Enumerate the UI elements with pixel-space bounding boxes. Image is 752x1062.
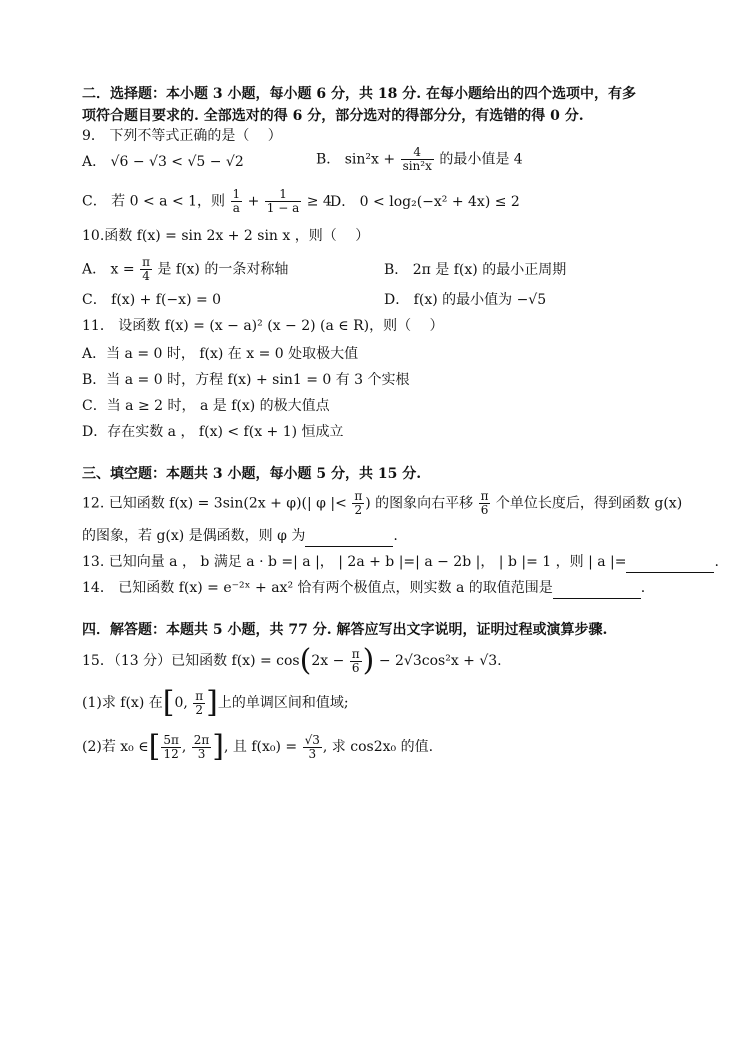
question-10-stem: 10.函数 f(x) = sin 2x + 2 sin x ，则（ ）: [82, 228, 370, 244]
question-12-period: .: [393, 528, 398, 544]
question-15-part-2-suffix: , 求 cos2x₀ 的值.: [322, 739, 434, 755]
question-10-option-a-suffix: 是 f(x) 的一条对称轴: [152, 261, 289, 278]
question-9-option-c-fraction-2: [265, 188, 301, 215]
question-15-inner-fraction: [350, 648, 362, 675]
question-9-option-b: [316, 146, 523, 173]
question-13-answer-blank[interactable]: [626, 552, 714, 573]
question-11-option-b: B．当 a = 0 时，方程 f(x) + sin1 = 0 有 3 个实根: [82, 372, 410, 388]
question-10-option-c: C． f(x) + f(−x) = 0: [82, 292, 222, 308]
question-15-part-1: [82, 685, 349, 720]
question-13-text: 13. 已知向量 a ， b 满足 a · b =| a |， | 2a + b |=| a − 2b |， | b |= 1 ，则 | a |=: [82, 554, 627, 570]
fraction-numerator: 5π: [163, 732, 179, 747]
question-15-part-2-mid: , 且 f(x₀) =: [224, 739, 302, 755]
fraction-denominator: 2: [354, 503, 363, 517]
fraction-numerator: π: [480, 489, 489, 503]
question-15-part-2-fraction-a: [161, 734, 181, 761]
fraction-numerator: π: [354, 489, 363, 503]
question-9-option-a: A． √6 − √3 < √5 − √2: [82, 154, 244, 170]
question-15-part-1-fraction: [193, 690, 205, 717]
fraction-numerator: 4: [401, 146, 434, 160]
question-14-text: 14． 已知函数 f(x) = e⁻²ˣ + ax² 恰有两个极值点，则实数 a 的取值范围是: [82, 580, 553, 596]
right-paren: ): [362, 643, 375, 678]
fraction-denominator: 12: [163, 746, 179, 761]
fraction-numerator: 2π: [193, 732, 210, 747]
question-9-option-b-prefix: B． sin²x +: [316, 151, 400, 168]
question-11-option-a: A．当 a = 0 时， f(x) 在 x = 0 处取极大值: [82, 346, 359, 362]
fraction-numerator: π: [351, 646, 360, 661]
question-9-option-b-fraction: [401, 146, 434, 173]
left-bracket: [: [162, 685, 175, 720]
question-10-option-b: B． 2π 是 f(x) 的最小正周期: [384, 262, 567, 278]
comma: ,: [181, 739, 191, 755]
fraction-denominator: 1 − a: [266, 201, 300, 215]
question-15-stem-prefix: 15．（13 分）已知函数 f(x) = cos: [82, 653, 300, 669]
left-bracket: [: [148, 729, 161, 764]
question-14-answer-blank[interactable]: [553, 578, 641, 599]
question-12-answer-blank[interactable]: [305, 526, 393, 547]
fraction-numerator: 1: [265, 188, 301, 202]
fraction-denominator: 3: [308, 746, 317, 761]
question-15-part-2-prefix: (2)若 x₀ ∈: [82, 739, 149, 755]
fraction-numerator: √3: [304, 732, 320, 747]
interval-left: 0,: [174, 695, 193, 711]
question-15-stem-suffix: − 2√3cos²x + √3.: [374, 653, 502, 669]
fraction-denominator: 4: [142, 269, 150, 283]
question-13-period: .: [714, 554, 719, 570]
question-9-option-d: D． 0 < log₂(−x² + 4x) ≤ 2: [330, 194, 520, 210]
question-9-option-c-suffix: ≥ 4: [302, 193, 332, 210]
question-11-stem: 11． 设函数 f(x) = (x − a)² (x − 2) (a ∈ R)，则（ ）: [82, 318, 444, 334]
question-12-line1-suffix: 个单位长度后，得到函数 g(x): [491, 495, 683, 512]
section-4-header: 四．解答题：本题共 5 小题，共 77 分. 解答应写出文字说明，证明过程或演算步骤.: [82, 622, 608, 638]
question-15-inner-prefix: 2x −: [311, 653, 349, 669]
question-15-part-2-fraction-b: [192, 734, 212, 761]
section-2-header-line1: 二．选择题：本小题 3 小题，每小题 6 分，共 18 分. 在每小题给出的四个选项中，有多: [82, 86, 636, 102]
question-15-stem: [82, 643, 502, 678]
section-3-header: 三、填空题：本题共 3 小题，每小题 5 分，共 15 分.: [82, 466, 422, 482]
question-15-part-2-fraction-c: [303, 734, 322, 761]
section-2-header-line2: 项符合题目要求的. 全部选对的得 6 分，部分选对的得部分分，有选错的得 0 分.: [82, 108, 584, 124]
question-13: [82, 552, 719, 573]
question-12-line1-prefix: 12. 已知函数 f(x) = 3sin(2x + φ)(| φ |<: [82, 495, 352, 512]
question-9-option-b-suffix: 的最小值是 4: [434, 151, 523, 168]
question-12-line1-mid: ) 的图象向右平移: [365, 495, 478, 512]
question-14-period: .: [640, 580, 646, 596]
left-paren: (: [299, 643, 312, 678]
question-15-part-2: [82, 729, 434, 764]
question-10-option-d: D． f(x) 的最小值为 −√5: [384, 292, 547, 308]
question-12-fraction-1: [352, 490, 364, 517]
fraction-numerator: π: [142, 255, 150, 269]
question-10-option-a-prefix: A． x =: [82, 261, 140, 278]
right-bracket: ]: [212, 729, 225, 764]
question-10-option-a-fraction: [140, 256, 152, 283]
question-12-line2: [82, 526, 398, 547]
fraction-denominator: 3: [197, 746, 206, 761]
question-12-line1: [82, 490, 682, 517]
question-9-option-c-fraction-1: [231, 188, 243, 215]
fraction-denominator: sin²x: [402, 159, 432, 173]
plus-sign: +: [243, 193, 264, 210]
fraction-numerator: 1: [232, 187, 241, 201]
fraction-denominator: a: [232, 201, 240, 215]
question-11-option-d: D．存在实数 a ， f(x) < f(x + 1) 恒成立: [82, 424, 344, 440]
question-12-fraction-2: [479, 490, 491, 517]
question-11-option-c: C．当 a ≥ 2 时， a 是 f(x) 的极大值点: [82, 398, 330, 414]
right-bracket: ]: [206, 685, 218, 720]
question-15-part-1-suffix: 上的单调区间和值域;: [217, 695, 349, 711]
fraction-numerator: π: [195, 688, 204, 703]
question-9-option-c-prefix: C． 若 0 < a < 1，则: [82, 193, 230, 210]
question-12-line2-text: 的图象，若 g(x) 是偶函数，则 φ 为: [82, 528, 306, 544]
question-14: [82, 578, 645, 599]
fraction-denominator: 6: [351, 660, 360, 675]
fraction-denominator: 6: [480, 503, 489, 517]
question-15-part-1-prefix: (1)求 f(x) 在: [82, 695, 163, 711]
fraction-denominator: 2: [195, 702, 204, 717]
question-10-option-a: [82, 256, 288, 283]
question-9-option-c: [82, 188, 332, 215]
question-9-stem: 9． 下列不等式正确的是（ ）: [82, 128, 282, 144]
